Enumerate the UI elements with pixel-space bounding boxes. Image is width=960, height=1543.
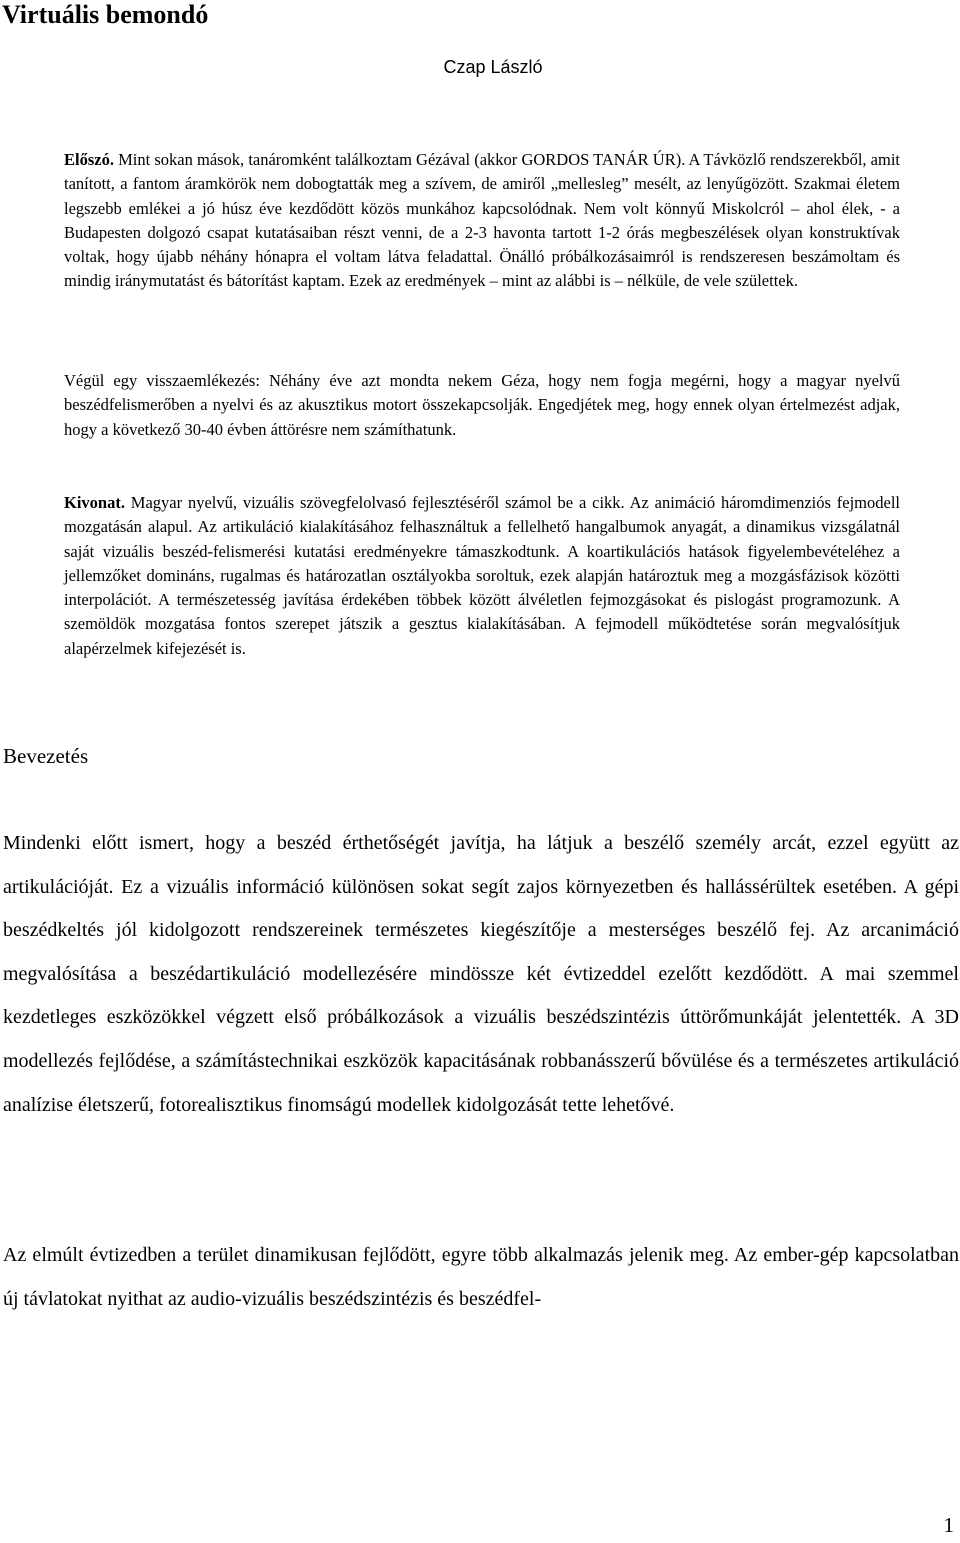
intro-paragraph-2: Az elmúlt évtizedben a terület dinamikusan fejlődött, egyre több alkalmazás jelenik meg. Az ember-gép kapcsolatban új távlatokat nyithat az audio-vizuális beszédszintézis és beszédfel- [3, 1244, 959, 1310]
author-name: Czap László [443, 57, 543, 77]
abstract-paragraph [64, 491, 900, 661]
section-heading: Bevezetés [3, 744, 89, 768]
intro-paragraph-1: Mindenki előtt ismert, hogy a beszéd érthetőségét javítja, ha látjuk a beszélő személy arcát, ezzel együtt az artikulációját. Ez a vizuális információ különösen sokat segít zajos környezetben és hallássérültek esetében. A gépi beszédkeltés jól kidolgozott rendszereinek természetes kiegészítője a mesterséges beszélő fej. Az arcanimáció megvalósítása a beszédartikuláció modellezésére mindössze két évtizeddel ezelőtt kezdődött. A mai szemmel kezdetleges eszközökkel végzett első próbálkozások a vizuális beszédszintézis úttörőmunkáját jelentették. A 3D modellezés fejlődése, a számítástechnikai eszközök kapacitásának robbanásszerű bővülése és a természetes artikuláció analízise életszerű, fotorealisztikus finomságú modellek kidolgozását tette lehetővé. [3, 832, 959, 1116]
document-title: Virtuális bemondó [2, 0, 209, 29]
abstract-lead: Kivonat. [64, 493, 125, 512]
recollection-paragraph: Végül egy visszaemlékezés: Néhány éve azt mondta nekem Géza, hogy nem fogja megérni, hogy a magyar nyelvű beszédfelismerőben a nyelvi és az akusztikus motort összekapcsolják. Engedjétek meg, hogy ennek olyan értelmezést adjak, hogy a következő 30-40 évben áttörésre nem számíthatunk. [64, 371, 900, 439]
foreword-lead: Előszó. [64, 150, 114, 169]
page-number: 1 [943, 1513, 954, 1537]
foreword-paragraph [64, 148, 900, 294]
foreword-text: Mint sokan mások, tanáromként találkoztam Gézával (akkor GORDOS TANÁR ÚR). A Távközlő rendszerekből, amit tanított, a fantom áramkörök nem dobogtatták meg a szívem, de amiről „mellesleg” mesélt, az lenyűgözött. Szakmai életem legszebb emlékei a jó húsz éve kezdődött közös munkához kapcsolódnak. Nem volt könnyű Miskolcról – ahol élek, - a Budapesten dolgozó csapat kutatásaiban részt venni, de a 2-3 havonta tartott 1-2 órás megbeszélések olyan konstruktívak voltak, hogy újabb néhány hónapra el voltam látva feladattal. Önálló próbálkozásaimról is rendszeresen beszámoltam és mindig iránymutatást és bátorítást kaptam. Ezek az eredmények – mint az alábbi is – nélküle, de vele születtek. [64, 150, 900, 291]
abstract-text: Magyar nyelvű, vizuális szövegfelolvasó fejlesztéséről számol be a cikk. Az animáció háromdimenziós fejmodell mozgatásán alapul. Az artikuláció kialakításához felhasználtuk a fellelhető hangalbumok anyagát, a dinamikus vizsgálatnál saját vizuális beszéd-felismerési kutatási eredményekre támaszkodtunk. A koartikulációs hatások figyelembevételéhez a jellemzőket domináns, rugalmas és határozatlan osztályokba soroltuk, ezek alapján határoztuk meg a mozgásfázisok közötti interpolációt. A természetesség javítása érdekében többek között álvéletlen fejmozgásokat és pislogást programozunk. A szemöldök mozgatása fontos szerepet játszik a gesztus kialakításában. A fejmodell működtetése során megvalósítjuk alapérzelmek kifejezését is. [64, 493, 900, 658]
